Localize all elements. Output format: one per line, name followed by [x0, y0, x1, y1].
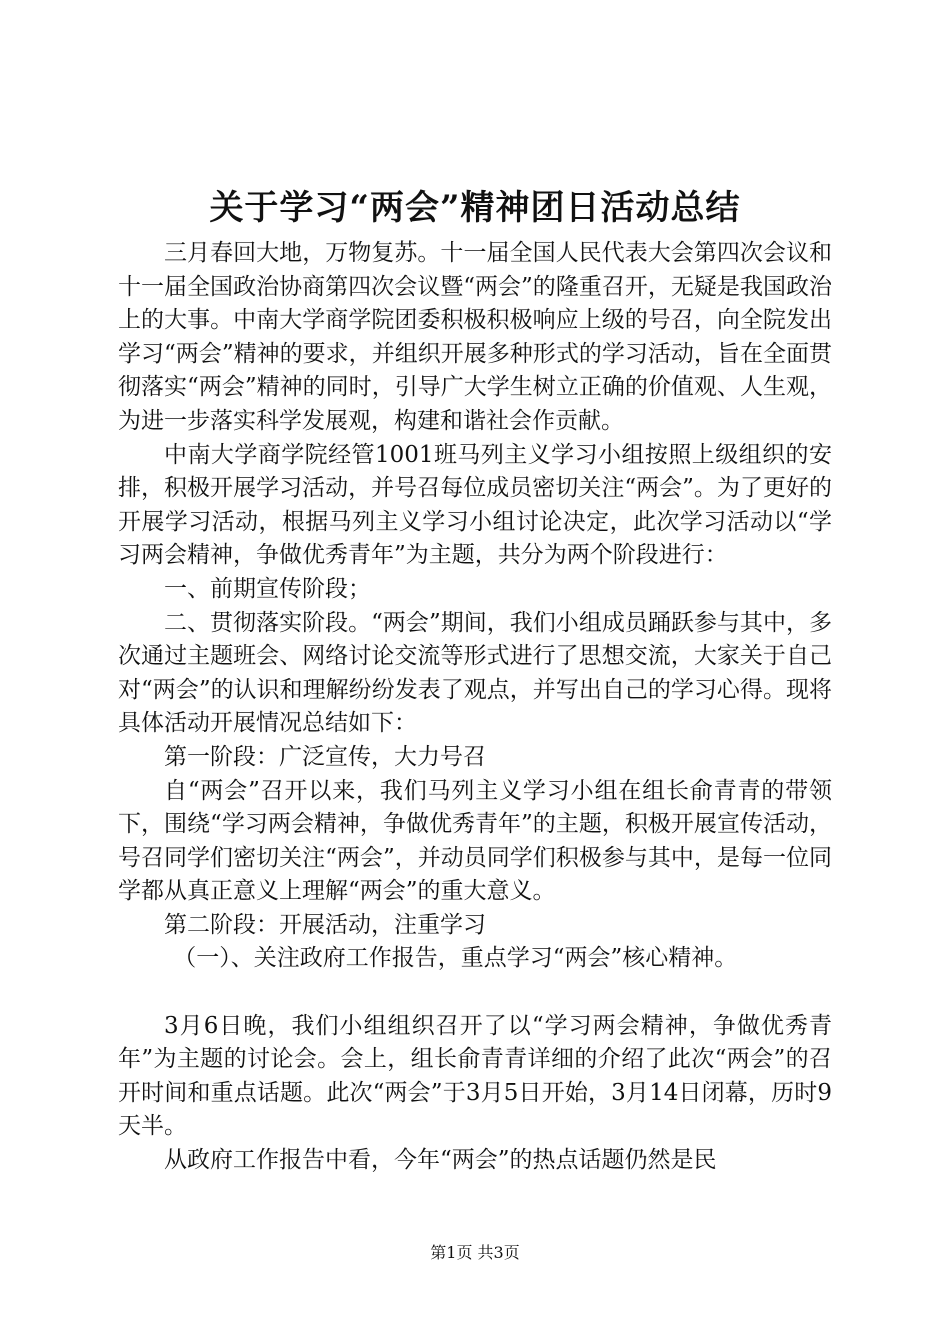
page-footer: 第1页 共3页: [430, 1243, 520, 1262]
document-body: [118, 237, 832, 1178]
paragraph-study-group: 中南大学商学院经管1001班马列主义学习小组按照上级组织的安排，积极开展学习活动，并号召每位成员密切关注“两会”。为了更好的开展学习活动，根据马列主义学习小组讨论决定，此次学习活动以“学习两会精神，争做优秀青年”为主题，共分为两个阶段进行：: [118, 441, 832, 569]
paragraph-stage-one-detail: 自“两会”召开以来，我们马列主义学习小组在组长俞青青的带领下，围绕“学习两会精神，争做优秀青年”的主题，积极开展宣传活动，号召同学们密切关注“两会”，并动员同学们积极参与其中，是每一位同学都从真正意义上理解“两会”的重大意义。: [118, 777, 832, 905]
heading-subsection-one: （一）、关注政府工作报告，重点学习“两会”核心精神。: [173, 945, 738, 972]
paragraph-meeting: 3月6日晚，我们小组组织召开了以“学习两会精神，争做优秀青年”为主题的讨论会。会上，组长俞青青详细的介绍了此次“两会”的召开时间和重点话题。此次“两会”于3月5日开始，3月14日闭幕，历时9天半。: [118, 1012, 832, 1140]
heading-stage-two: 第二阶段：开展活动，注重学习: [164, 911, 486, 938]
blank-line: [118, 976, 832, 1010]
paragraph-intro: 三月春回大地，万物复苏。十一届全国人民代表大会第四次会议和十一届全国政治协商第四次会议暨“两会”的隆重召开，无疑是我国政治上的大事。中南大学商学院团委积极积极响应上级的号召，向全院发出学习“两会”精神的要求，并组织开展多种形式的学习活动，旨在全面贯彻落实“两会”精神的同时，引导广大学生树立正确的价值观、人生观，为进一步落实科学发展观，构建和谐社会作贡献。: [118, 240, 832, 434]
paragraph-stage-two-item: 二、贯彻落实阶段。“两会”期间，我们小组成员踊跃参与其中，多次通过主题班会、网络讨论交流等形式进行了思想交流，大家关于自己对“两会”的认识和理解纷纷发表了观点，并写出自己的学习心得。现将具体活动开展情况总结如下：: [118, 609, 832, 737]
heading-stage-one: 第一阶段：广泛宣传，大力号召: [164, 743, 486, 770]
paragraph-report: 从政府工作报告中看，今年“两会”的热点话题仍然是民: [164, 1147, 717, 1174]
paragraph-stage-one-item: 一、前期宣传阶段；: [164, 575, 371, 602]
document-title: 关于学习“两会”精神团日活动总结: [209, 188, 741, 228]
